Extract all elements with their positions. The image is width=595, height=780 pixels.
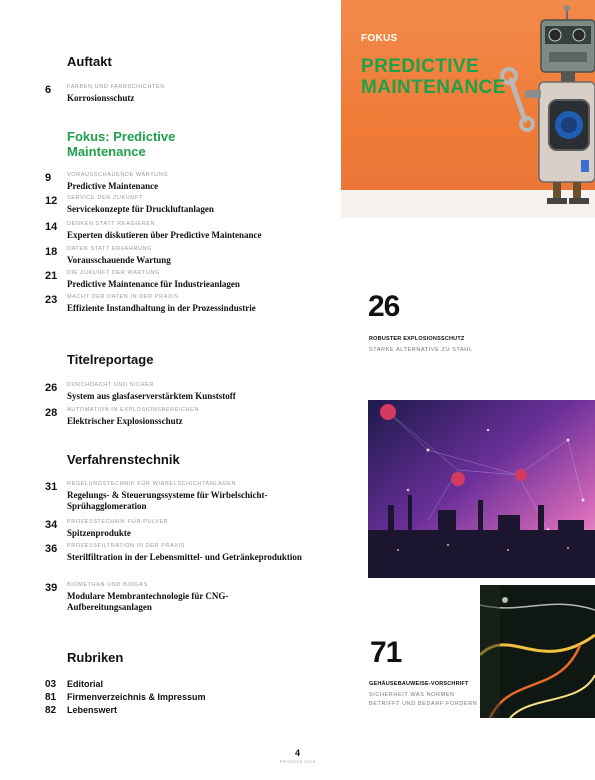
page-number: 6 (45, 84, 52, 96)
entry-kicker: VORAUSSCHAUENDE WARTUNG (67, 172, 169, 178)
entry-kicker: FARBEN UND FARBSCHICHTEN (67, 84, 165, 90)
footer-publication: PROCESS 2019 (279, 759, 316, 764)
entry-title: Experten diskutieren über Predictive Maintenance (67, 230, 262, 240)
page-number: 12 (45, 195, 58, 207)
page-number: 26 (45, 382, 58, 394)
entry-kicker: PROZESSTECHNIK FÜR PULVER (67, 519, 169, 525)
page-number: 03 (45, 679, 57, 690)
rubrik-label: Editorial (67, 679, 104, 689)
page-number: 34 (45, 519, 58, 531)
entry-kicker: PROZESSFILTRATION IN DER PRAXIS (67, 543, 186, 549)
section-head-verfahrenstechnik: Verfahrenstechnik (67, 452, 180, 467)
entry-kicker: MACHT DER DATEN IN DER PRAXIS (67, 294, 179, 300)
feature-page-number[interactable]: 71 (370, 636, 402, 669)
page-number: 14 (45, 221, 58, 233)
page-number: 36 (45, 543, 58, 555)
entry-kicker: DATEN STATT ERFAHRUNG (67, 246, 152, 252)
feature-subline: STARKE ALTERNATIVE ZU STAHL (369, 347, 473, 353)
section-head-auftakt: Auftakt (67, 54, 112, 69)
entry-title: Modulare Membrantechnologie für CNG-Aufbereitungsanlagen (67, 591, 229, 612)
rubrik-item[interactable] (45, 679, 103, 690)
entry-title: Korrosionsschutz (67, 93, 135, 103)
page-number: 18 (45, 246, 58, 258)
page-number: 28 (45, 407, 58, 419)
feature-page-number[interactable]: 26 (368, 290, 400, 323)
highway-image (480, 585, 595, 718)
highway-night-photo[interactable] (480, 585, 595, 718)
entry-title: Spitzenprodukte (67, 528, 131, 538)
industrial-network-image (368, 400, 595, 578)
section-head-titelreportage: Titelreportage (67, 352, 154, 367)
entry-title: Predictive Maintenance (67, 181, 159, 191)
entry-kicker: AUTOMATION IN EXPLOSIONSBEREICHEN (67, 407, 200, 413)
entry-title: System aus glasfaserverstärktem Kunststoff (67, 391, 236, 401)
entry-kicker: DURCHDACHT UND SICHER (67, 382, 155, 388)
rubrik-item[interactable] (45, 705, 117, 716)
entry-kicker: BIOMETHAN UND BIOGAS (67, 582, 148, 588)
page-number: 23 (45, 294, 58, 306)
entry-title: Sterilfiltration in der Lebensmittel- und Getränkeproduktion (67, 552, 302, 562)
hero-image[interactable] (341, 0, 595, 218)
rubrik-item[interactable] (45, 692, 206, 703)
entry-kicker: REGELUNGSTECHNIK FÜR WIRBELSCHICHTANLAGEN (67, 481, 237, 487)
feature-headline: GEHÄUSEBAUWEISE-VORSCHRIFT (369, 681, 469, 687)
rubrik-label: Firmenverzeichnis & Impressum (67, 692, 206, 702)
rubrik-label: Lebenswert (67, 705, 118, 715)
page-number: 81 (45, 692, 57, 703)
entry-kicker: SERVICE DER ZUKUNFT (67, 195, 143, 201)
page-number: 21 (45, 270, 58, 282)
feature-subline: SICHERHEIT WAS NORMEN BETRIFFT UND BEDARF FORDERN (369, 692, 478, 707)
feature-headline: ROBUSTER EXPLOSIONSSCHUTZ (369, 336, 465, 342)
entry-title: Vorausschauende Wartung (67, 255, 171, 265)
explosion-protection-photo[interactable] (368, 400, 595, 578)
entry-title: Effiziente Instandhaltung in der Prozessindustrie (67, 303, 256, 313)
page-number: 39 (45, 582, 58, 594)
page-number-footer: 4 (294, 748, 300, 758)
hero-title: PREDICTIVE MAINTENANCE (361, 56, 506, 98)
entry-title: Elektrischer Explosionsschutz (67, 416, 183, 426)
entry-title: Predictive Maintenance für Industrieanlagen (67, 279, 240, 289)
entry-title: Servicekonzepte für Druckluftanlagen (67, 204, 214, 214)
section-head-rubriken: Rubriken (67, 650, 124, 665)
hero-kicker: FOKUS (361, 33, 398, 44)
entry-title: Regelungs- & Steuerungssysteme für Wirbelschicht-Sprühagglomeration (67, 490, 268, 511)
entry-kicker: DENKEN STATT REAGIEREN (67, 221, 156, 227)
section-head-fokus: Fokus: Predictive Maintenance (67, 129, 176, 159)
page-number: 31 (45, 481, 58, 493)
page-number: 82 (45, 705, 57, 716)
page-number: 9 (45, 172, 52, 184)
entry-kicker: DIE ZUKUNFT DER WARTUNG (67, 270, 160, 276)
